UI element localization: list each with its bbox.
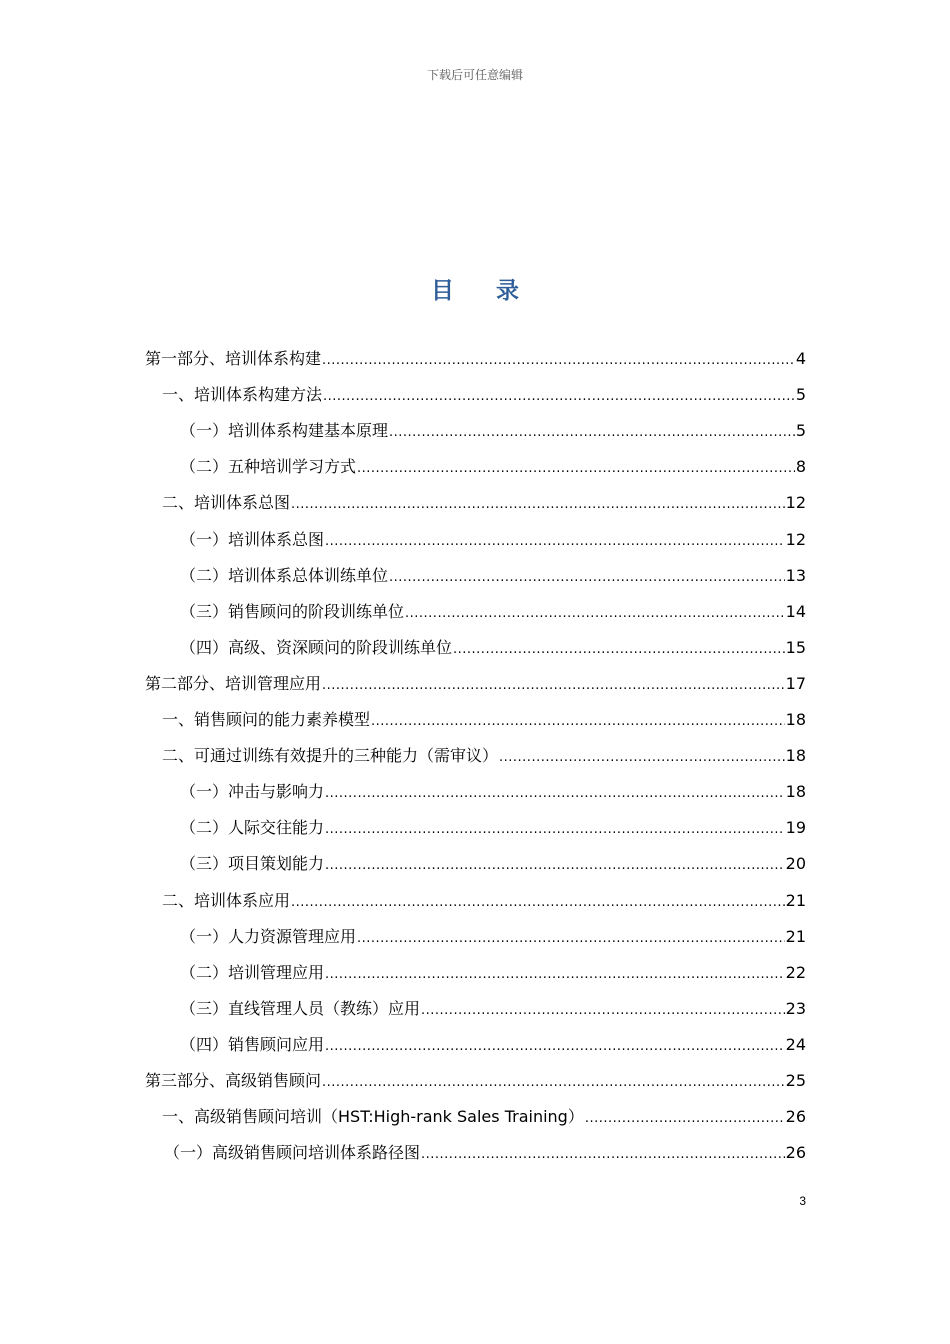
toc-entry-label: （四）高级、资深顾问的阶段训练单位 <box>180 638 453 657</box>
toc-entry[interactable] <box>180 563 806 589</box>
toc-entry-label: 第三部分、高级销售顾问 <box>145 1071 322 1090</box>
toc-entry[interactable] <box>180 960 806 986</box>
toc-entry-page: 22 <box>785 963 806 982</box>
toc-dot-leader <box>421 998 785 1022</box>
toc-entry-page: 4 <box>795 349 806 368</box>
toc-entry-label: （一）高级销售顾问培训体系路径图 <box>164 1143 421 1162</box>
toc-dot-leader <box>322 348 795 372</box>
toc-entry[interactable] <box>180 527 806 553</box>
toc-entry-label: （二）培训体系总体训练单位 <box>180 566 389 585</box>
toc-dot-leader <box>421 1142 785 1166</box>
toc-entry[interactable] <box>162 707 806 733</box>
toc-entry-label: 一、培训体系构建方法 <box>162 385 323 404</box>
toc-title <box>0 272 950 305</box>
toc-entry[interactable] <box>180 454 806 480</box>
toc-entry-page: 21 <box>785 927 806 946</box>
toc-entry-page: 25 <box>785 1071 806 1090</box>
toc-dot-leader <box>453 637 785 661</box>
toc-entry[interactable] <box>162 888 806 914</box>
toc-entry[interactable] <box>145 671 806 697</box>
toc-entry-page: 17 <box>785 674 806 693</box>
toc-dot-leader <box>371 709 785 733</box>
toc-entry[interactable] <box>180 635 806 661</box>
toc-title-char-2: 录 <box>496 278 519 304</box>
toc-entry-label: （一）人力资源管理应用 <box>180 927 357 946</box>
toc-entry-label: 第一部分、培训体系构建 <box>145 349 322 368</box>
toc-entry-label: （一）冲击与影响力 <box>180 782 325 801</box>
toc-dot-leader <box>405 601 785 625</box>
toc-entry-label: 第二部分、培训管理应用 <box>145 674 322 693</box>
toc-entry-page: 21 <box>785 891 806 910</box>
toc-entry[interactable] <box>180 924 806 950</box>
toc-entry-page: 5 <box>795 421 806 440</box>
toc-dot-leader <box>389 565 785 589</box>
toc-entry[interactable] <box>180 851 806 877</box>
toc-entry-label: （三）直线管理人员（教练）应用 <box>180 999 421 1018</box>
toc-entry-page: 12 <box>785 493 806 512</box>
toc-entry-label: 二、培训体系总图 <box>162 493 291 512</box>
toc-entry-label: （二）培训管理应用 <box>180 963 325 982</box>
page-header: 下载后可任意编辑 <box>426 68 523 82</box>
toc-entry-page: 18 <box>785 710 806 729</box>
toc-entry-page: 18 <box>785 746 806 765</box>
toc-entry-page: 23 <box>785 999 806 1018</box>
toc-entry-label: （一）培训体系构建基本原理 <box>180 421 389 440</box>
toc-dot-leader <box>323 384 795 408</box>
toc-dot-leader <box>325 1034 785 1058</box>
toc-entry-page: 5 <box>795 385 806 404</box>
toc-entry-label: （四）销售顾问应用 <box>180 1035 325 1054</box>
toc-dot-leader <box>322 1070 785 1094</box>
toc-entry[interactable] <box>180 996 806 1022</box>
toc-entry-label: 一、高级销售顾问培训（HST:High-rank Sales Training） <box>162 1107 584 1126</box>
toc-entry[interactable] <box>164 1140 806 1166</box>
toc-dot-leader <box>291 890 785 914</box>
toc-entry[interactable] <box>180 599 806 625</box>
page-number: 3 <box>799 1194 806 1208</box>
toc-entry[interactable] <box>180 418 806 444</box>
toc-dot-leader <box>325 817 785 841</box>
toc-dot-leader <box>325 781 785 805</box>
toc-entry[interactable] <box>162 743 806 769</box>
toc-entry-page: 15 <box>785 638 806 657</box>
toc-entry[interactable] <box>180 1032 806 1058</box>
toc-entry-page: 13 <box>785 566 806 585</box>
toc-entry-label: 二、可通过训练有效提升的三种能力（需审议） <box>162 746 499 765</box>
toc-entry-label: （二）人际交往能力 <box>180 818 325 837</box>
toc-entry-label: （一）培训体系总图 <box>180 530 325 549</box>
toc-dot-leader <box>357 926 785 950</box>
toc-dot-leader <box>499 745 785 769</box>
toc-dot-leader <box>357 456 795 480</box>
toc-entry-page: 8 <box>795 457 806 476</box>
toc-dot-leader <box>325 853 785 877</box>
toc-entry[interactable] <box>145 346 806 372</box>
toc-dot-leader <box>325 962 785 986</box>
toc-entry-page: 18 <box>785 782 806 801</box>
toc-entry-page: 24 <box>785 1035 806 1054</box>
toc-dot-leader <box>389 420 795 444</box>
toc-dot-leader <box>325 529 785 553</box>
toc-entry-label: （二）五种培训学习方式 <box>180 457 357 476</box>
toc-entry[interactable] <box>180 779 806 805</box>
toc-entry[interactable] <box>162 382 806 408</box>
toc-entry[interactable] <box>162 490 806 516</box>
toc-dot-leader <box>322 673 785 697</box>
toc-entry-page: 14 <box>785 602 806 621</box>
toc-entry[interactable] <box>162 1104 806 1130</box>
toc-entry-page: 26 <box>785 1107 806 1126</box>
toc-entry-label: （三）销售顾问的阶段训练单位 <box>180 602 405 621</box>
toc-title-char-1: 目 <box>431 278 454 304</box>
toc-entry-label: （三）项目策划能力 <box>180 854 325 873</box>
toc-entry-page: 12 <box>785 530 806 549</box>
toc-entry-page: 26 <box>785 1143 806 1162</box>
toc-dot-leader <box>291 492 785 516</box>
toc-entry-page: 19 <box>785 818 806 837</box>
toc-entry[interactable] <box>145 1068 806 1094</box>
toc-entry[interactable] <box>180 815 806 841</box>
toc-entry-label: 一、销售顾问的能力素养模型 <box>162 710 371 729</box>
toc-entry-label: 二、培训体系应用 <box>162 891 291 910</box>
toc-dot-leader <box>585 1106 785 1130</box>
toc-entry-page: 20 <box>785 854 806 873</box>
